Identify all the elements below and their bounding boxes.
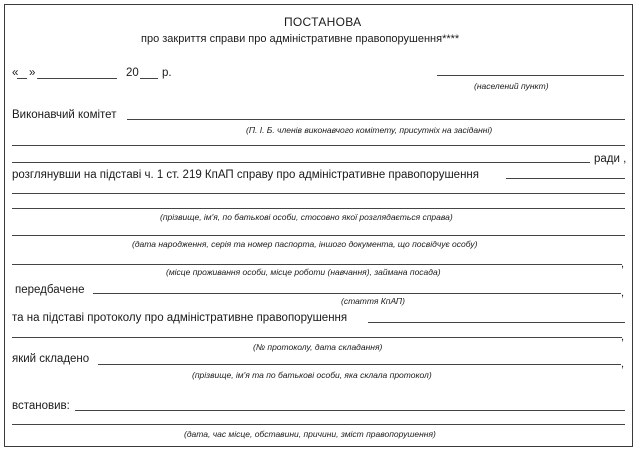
month-line[interactable] bbox=[37, 78, 117, 79]
considered-text: розглянувши на підставі ч. 1 ст. 219 КпАП справу про адміністративне правопорушення bbox=[12, 169, 480, 181]
considered-line[interactable] bbox=[506, 178, 625, 179]
committee-caption: (П. І. Б. членів виконавчого комітету, присутніх на засіданні) bbox=[246, 125, 493, 135]
committee-line[interactable] bbox=[127, 119, 625, 120]
article-line[interactable] bbox=[93, 293, 621, 294]
circumstances-caption: (дата, час місце, обставини, причини, зміст правопорушення) bbox=[184, 429, 436, 439]
protocol-caption: (№ протоколу, дата складання) bbox=[253, 342, 383, 352]
council-word: ради , bbox=[594, 153, 627, 165]
form-subtitle: про закриття справи про адміністративне правопорушення**** bbox=[141, 33, 460, 45]
article-comma: , bbox=[621, 287, 625, 299]
place-caption: (населений пункт) bbox=[474, 81, 549, 91]
form-border bbox=[4, 4, 633, 447]
protocol-text: та на підставі протоколу про адміністративне правопорушення bbox=[12, 312, 348, 324]
established-line[interactable] bbox=[75, 410, 625, 411]
drawn-comma: , bbox=[621, 358, 625, 370]
person-line-2[interactable] bbox=[12, 208, 625, 209]
person-line-1[interactable] bbox=[12, 193, 625, 194]
drawn-caption: (прізвище, ім'я та по батькові особи, яка склала протокол) bbox=[192, 370, 432, 380]
drawn-label: який складено bbox=[12, 353, 90, 365]
year-line[interactable] bbox=[140, 78, 158, 79]
article-caption: (стаття КпАП) bbox=[341, 296, 405, 306]
person-caption: (прізвище, ім'я, по батькові особи, стосовно якої розглядається справа) bbox=[160, 212, 453, 222]
committee-label: Виконавчий комітет bbox=[12, 109, 117, 121]
protocol-comma: , bbox=[621, 331, 625, 343]
protocol-line-2[interactable] bbox=[12, 337, 622, 338]
birth-line[interactable] bbox=[12, 235, 625, 236]
year-prefix: 20 bbox=[126, 67, 139, 79]
provided-label: передбачене bbox=[15, 284, 85, 296]
committee-line-2[interactable] bbox=[12, 145, 625, 146]
form-title: ПОСТАНОВА bbox=[284, 15, 362, 29]
quote-open: « bbox=[12, 67, 19, 79]
day-line[interactable] bbox=[17, 78, 27, 79]
place-line[interactable] bbox=[437, 75, 624, 76]
birth-caption: (дата народження, серія та номер паспорта, іншого документа, що посвідчує особу) bbox=[132, 239, 478, 249]
year-suffix: р. bbox=[162, 67, 172, 79]
residence-line[interactable] bbox=[12, 264, 622, 265]
council-line[interactable] bbox=[12, 162, 590, 163]
established-label: встановив: bbox=[12, 400, 70, 412]
drawn-line[interactable] bbox=[98, 364, 621, 365]
protocol-line[interactable] bbox=[368, 322, 625, 323]
residence-caption: (місце проживання особи, місце роботи (навчання), займана посада) bbox=[166, 267, 441, 277]
circumstances-line[interactable] bbox=[12, 424, 625, 425]
residence-comma: , bbox=[621, 258, 625, 270]
quote-close: » bbox=[29, 67, 36, 79]
